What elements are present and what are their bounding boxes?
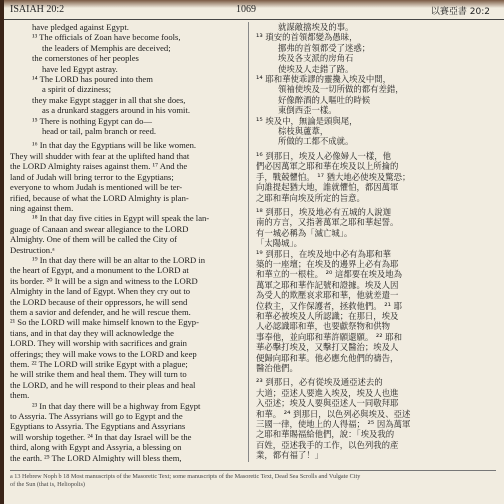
text-line: 們必因萬軍之耶和華在埃及以上所掄的	[256, 161, 399, 172]
text-line: 大道；亞述人要進入埃及，埃及人也進	[256, 387, 399, 398]
text-line: 棕枝與蘆葦，	[278, 126, 329, 137]
text-line: Egyptians to Assyria. The Egyptians and Assyrians	[10, 421, 186, 432]
text-line: ²³ In that day there will be a highway from Egypt	[32, 400, 201, 411]
column-divider	[248, 22, 249, 462]
page-number: 1069	[236, 4, 256, 15]
text-line: head or tail, palm branch or reed.	[42, 126, 157, 137]
text-line: rified, because of what the LORD Almighty is plan-	[10, 192, 189, 203]
chinese-text-block	[256, 22, 492, 461]
english-column	[10, 22, 244, 462]
text-line: as a drunkard staggers around in his vomit.	[42, 105, 190, 116]
text-line: the LORD because of their oppressors, he will send	[10, 296, 188, 307]
page-header	[4, 4, 504, 18]
text-line: they make Egypt stagger in all that she does,	[32, 94, 186, 105]
header-reference-left: ISAIAH 20:2	[10, 4, 65, 15]
text-line: the earth. ²⁵ The LORD Almighty will bless them,	[10, 452, 182, 462]
text-line: ¹⁶ In that day the Egyptians will be like women.	[32, 140, 197, 151]
text-line: Almighty in the land of Egypt. When they cry out to	[10, 286, 191, 297]
header-rule	[4, 19, 504, 20]
text-line: 之耶和華賜福給他們，說：「埃及我的	[256, 429, 395, 440]
text-line: them. ²² The LORD will strike Egypt with a plague;	[10, 359, 188, 369]
header-reference-right: 以賽亞書 20:2	[430, 7, 490, 17]
text-line: its border. ²⁰ It will be a sign and witness to the LORD	[10, 275, 198, 286]
text-line: 入亞述；埃及人要與亞述人一同敬拜耶	[256, 398, 399, 409]
text-line: ¹³ The officials of Zoan have become fools,	[32, 32, 181, 43]
text-line: ¹⁵ There is nothing Egypt can do—	[32, 115, 152, 126]
text-line: them a savior and defender, and he will rescue them.	[10, 306, 191, 317]
text-line: ¹³ 瑣安的首領都變為愚昧，	[256, 32, 358, 43]
text-line: 東倒西歪一樣。	[278, 105, 337, 116]
text-line: land of Judah will bring terror to the Egyptians;	[10, 171, 174, 182]
text-line: a spirit of dizziness;	[42, 84, 111, 95]
text-line: 為受人的欺壓哀求耶和華，他就差遣一	[256, 290, 399, 301]
chinese-column	[256, 22, 492, 462]
text-line: he will strike them and heal them. They will turn to	[10, 369, 187, 380]
text-line: They will shudder with fear at the uplifted hand that	[10, 150, 190, 161]
text-line: ¹⁵ 埃及中，無論是頭與尾，	[256, 115, 358, 126]
text-line: 有一城必稱為「滅亡城」。	[256, 227, 353, 238]
text-line: everyone to whom Judah is mentioned will be ter-	[10, 182, 183, 193]
text-line: the leaders of Memphis are deceived;	[42, 42, 171, 53]
text-line: 手，戰兢懼怕。 ¹⁷ 猶大地必使埃及驚恐；	[256, 171, 411, 182]
text-line: 華必擊打埃及，又擊打又醫治；埃及人	[256, 342, 399, 353]
text-line: 和華。 ²⁴ 到那日，以色列必與埃及、亞述	[256, 408, 411, 419]
english-text-block	[10, 22, 244, 462]
text-line: 三國一律，使地上的人得福； ²⁵ 因為萬軍	[256, 419, 411, 430]
text-line: the LORD, and he will respond to their pleas and heal	[10, 379, 196, 390]
text-line: 使埃及人走錯了路。	[278, 63, 354, 74]
text-line: ¹⁹ In that day there will be an altar to the LORD in	[32, 254, 206, 265]
text-line: ²¹ So the LORD will make himself known to the Egyp-	[10, 317, 199, 328]
footnote-line: a 13 Hebrew Noph b 18 Most manuscripts of the Masoretic Text; some manuscripts of the Masoretic Text, Dead Sea Scrolls and Vulgate City	[10, 473, 361, 480]
text-line: ¹⁸ In that day five cities in Egypt will speak the lan-	[32, 213, 210, 224]
text-line: 領袖使埃及一切所做的都有差錯，	[278, 84, 404, 95]
text-line: 之耶和華向埃及所定的旨意。	[256, 192, 365, 203]
text-line: ning against them.	[10, 202, 74, 213]
text-line: 所做的工都不成就。	[278, 136, 354, 147]
text-line: third, along with Egypt and Assyria, a blessing on	[10, 442, 182, 453]
footnote-line: of the Sun (that is, Heliopolis)	[10, 481, 85, 488]
text-line: 和華立的一根柱。 ²⁰ 這都要在埃及地為	[256, 269, 403, 280]
text-line: 「太陽城」。	[256, 238, 303, 249]
text-line: tians, and in that day they will acknowledge the	[10, 327, 174, 338]
text-line: 和華必被埃及人所認識；在那日，埃及	[256, 310, 399, 321]
text-line: 萬軍之耶和華作記號和證據。埃及人因	[256, 279, 399, 290]
text-line: 便歸向耶和華。他必應允他們的禱告，	[256, 352, 399, 363]
text-line: offerings; they will make vows to the LORD and keep	[10, 348, 197, 359]
text-line: 人必認識耶和華，也要獻祭物和供物	[256, 321, 390, 332]
text-line: ¹⁹ 到那日，在埃及地中必有為耶和華	[256, 248, 392, 259]
text-line: ¹⁴ 耶和華使乖謬的靈攙入埃及中間，	[256, 74, 392, 85]
text-line: guage of Canaan and swear allegiance to the LORD	[10, 223, 189, 234]
text-line: them.	[10, 390, 30, 401]
text-line: LORD. They will worship with sacrifices and grain	[10, 338, 187, 349]
text-line: 埃及各支派的房角石	[278, 53, 354, 64]
text-line: the LORD Almighty raises against them. ¹⁷ And the	[10, 161, 188, 172]
text-line: have led Egypt astray.	[42, 63, 118, 74]
text-line: will worship together. ²⁴ In that day Israel will be the	[10, 431, 192, 442]
text-line: 挪弗的首領都受了迷惑；	[278, 42, 371, 53]
text-line: 位救主，又作保護者，拯救他們。 ²¹ 耶	[256, 300, 403, 311]
text-line: ¹⁶ 到那日，埃及人必像婦人一樣，他	[256, 150, 392, 161]
text-line: Almighty. One of them will be called the City of	[10, 234, 177, 245]
text-line: 醫治他們。	[256, 363, 298, 373]
text-line: 築的一座壇；在埃及的邊界上必有為耶	[256, 258, 399, 269]
text-line: ²³ 到那日，必有從埃及通亞述去的	[256, 377, 383, 388]
text-line: to Assyria. The Assyrians will go to Egypt and the	[10, 411, 183, 422]
text-line: 好像醉酒的人嘔吐的時候	[278, 94, 371, 105]
text-line: have pledged against Egypt.	[32, 22, 129, 32]
text-line: the heart of Egypt, and a monument to the LORD at	[10, 265, 189, 276]
text-line: 向誰提起猶大地，誰就懼怕，都因萬軍	[256, 182, 399, 193]
text-line: 事奉他，並向耶和華許願還願。 ²² 耶和	[256, 331, 403, 342]
text-line: 百姓，亞述我手的工作，以色列我的產	[256, 439, 399, 450]
text-line: 就謀敵擋埃及的事。	[278, 22, 354, 32]
text-line: ¹⁸ 到那日，埃及地必有五城的人說迦	[256, 206, 392, 217]
text-line: ¹⁴ The LORD has poured into them	[32, 74, 153, 85]
bible-page	[4, 0, 504, 504]
text-line: 業，都有福了！」	[256, 450, 323, 461]
footnotes	[10, 470, 496, 489]
text-line: Destruction.ᵃ	[10, 244, 55, 255]
text-line: the cornerstones of her peoples	[32, 53, 139, 64]
text-line: 南的方言，又指著萬軍之耶和華起誓。	[256, 217, 399, 228]
